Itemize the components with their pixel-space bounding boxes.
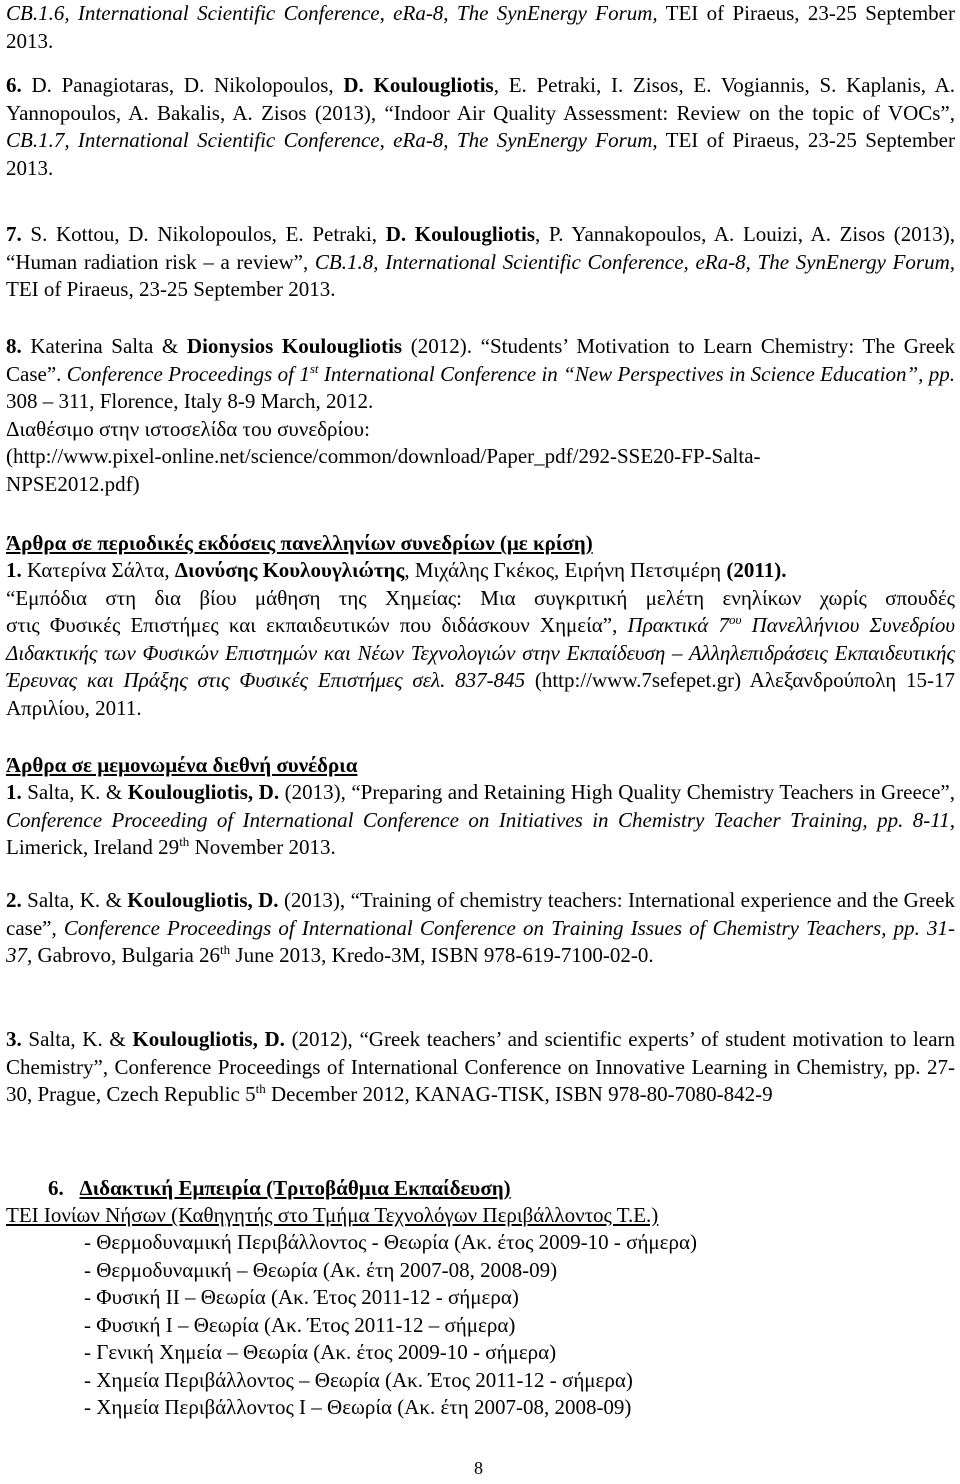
intl-reference-1-place-b: November 2013. (194, 835, 336, 860)
reference-8-proc-a: Conference Proceedings of 1 (66, 361, 310, 386)
intl-reference-2-place-a: Gabrovo, Bulgaria 26 (37, 943, 221, 968)
reference-6-bold-author: D. Koulougliotis (343, 73, 494, 97)
intl-reference-2-title: “Training of chemistry teachers: International experience and the Greek case”, (6, 888, 955, 940)
list-item: - Φυσική ΙΙ – Θεωρία (Ακ. Έτος 2011-12 - σήμερα) (84, 1285, 519, 1309)
reference-6-conference: , International Scientific Conference, eRa-8, The SynEnergy Forum, (64, 128, 658, 153)
intl-reference-1-place-a: Limerick, Ireland 29 (6, 835, 180, 860)
intl-reference-2-author-a: Salta, K. & (27, 888, 122, 912)
list-item: - Φυσική Ι – Θεωρία (Ακ. Έτος 2011-12 – σήμερα) (84, 1312, 516, 1337)
intl-reference-2 (6, 887, 955, 970)
reference-6-title: “Indoor Air Quality Assessment: Review on the topic of VOCs”, (384, 100, 956, 125)
reference-5-continuation (6, 0, 955, 55)
intl-reference-3-text-b: December 2012, KANAG-TISK, ISBN 978-80-7080-842-9 (270, 1082, 773, 1107)
reference-5-venue: TEI of Piraeus, 23-25 September 2013. (6, 1, 955, 53)
intl-reference-3-number: 3. (6, 1027, 22, 1051)
reference-6-ref: CB.1.7 (6, 128, 65, 153)
reference-7-ref: CB.1.8 (314, 249, 374, 274)
reference-8-bold-author: Dionysios Koulougliotis (186, 334, 403, 358)
greek-reference-1-author-a: Κατερίνα Σάλτα, (27, 558, 170, 582)
reference-8-available: Διαθέσιμο στην ιστοσελίδα του συνεδρίου: (6, 416, 370, 441)
intl-reference-1-year: (2013), (284, 780, 346, 804)
intl-reference-2-place-b: June 2013, Kredo-3M, ISBN 978-619-7100-02-0. (235, 943, 654, 968)
intl-reference-1-author-a: Salta, K. & (27, 780, 123, 804)
intl-reference-3-author-a: Salta, K. & (28, 1027, 126, 1051)
greek-reference-1-number: 1. (6, 558, 22, 582)
intl-reference-1-title: “Preparing and Retaining High Quality Chemistry Teachers in Greece”, (351, 780, 956, 804)
intl-reference-3 (6, 1026, 955, 1109)
intl-reference-1-place-sup: th (179, 834, 190, 850)
intl-reference-2-proc: Conference Proceedings of International Conference on Training Issues of Chemistry Teachers, pp. 31-37, (6, 915, 955, 968)
reference-8-url-b[interactable]: NPSE2012.pdf) (6, 471, 140, 496)
reference-6-number: 6. (6, 73, 22, 97)
intl-reference-2-place-sup: th (220, 942, 231, 958)
intl-reference-2-number: 2. (6, 888, 22, 912)
page-number: 8 (474, 1458, 483, 1478)
reference-7-title: “Human radiation risk – a review”, (6, 249, 309, 274)
reference-8-title: “Students’ Motivation to Learn Chemistry: The Greek Case”. (6, 334, 956, 386)
greek-reference-1-tail: (http://www.7sefepet.gr) Αλεξανδρούπολη 15-17 Απριλίου, 2011. (6, 668, 955, 720)
greek-conferences-heading: Άρθρα σε περιοδικές εκδόσεις πανελληνίων συνεδρίων (με κρίση) (6, 531, 593, 555)
reference-8-proc-sup: st (309, 360, 319, 376)
greek-reference-1-proc-a: Πρακτικά 7 (627, 613, 729, 638)
reference-8-number: 8. (6, 334, 22, 358)
reference-8-url-a[interactable]: (http://www.pixel-online.net/science/common/download/Paper_pdf/292-SSE20-FP-Salta- (6, 444, 761, 469)
greek-reference-1-title-a: “Εμπόδια στη δια βίου μάθηση της Χημείας: Μια συγκριτική μελέτη ενηλίκων χωρίς σπουδές (6, 585, 955, 610)
intl-reference-3-sup: th (255, 1081, 266, 1097)
reference-6-venue: TEI of Piraeus, 23-25 September 2013. (6, 128, 955, 180)
reference-7-venue: TEI of Piraeus, 23-25 September 2013. (6, 277, 336, 302)
reference-7-authors-a: S. Kottou, D. Nikolopoulos, E. Petraki, (30, 222, 378, 246)
reference-8-proc-b: International Conference in “New Perspectives in Science Education”, pp. (323, 361, 955, 386)
intl-reference-1 (6, 779, 955, 862)
intl-reference-3-text-a: “Greek teachers’ and scientific experts’ of student motivation to learn Chemistry”, Conference Proceedings of International Conference on Innovative Learning in Chemistry, pp. 27-30, Prague, Czech Republic 5 (6, 1027, 956, 1107)
teaching-section-heading (48, 1175, 511, 1202)
list-item: - Θερμοδυναμική – Θεωρία (Ακ. έτη 2007-08, 2008-09) (84, 1257, 558, 1282)
greek-reference-1-bold-author: Διονύσης Κουλουγλιώτης (174, 558, 405, 582)
reference-5-conference: , International Scientific Conference, eRa-8, The SynEnergy Forum, (64, 1, 658, 25)
reference-7-number: 7. (6, 222, 22, 246)
intl-reference-2-bold-author: Koulougliotis, D. (127, 888, 279, 912)
intl-conferences-heading: Άρθρα σε μεμονωμένα διεθνή συνέδρια (6, 753, 358, 777)
reference-8 (6, 333, 955, 499)
teaching-institution: ΤΕΙ Ιονίων Νήσων (Καθηγητής στο Τμήμα Τεχνολόγων Περιβάλλοντος Τ.Ε.) (6, 1203, 659, 1227)
reference-7-bold-author: D. Koulougliotis (385, 222, 536, 246)
reference-8-author-a: Katerina Salta & (30, 334, 179, 358)
list-item: - Γενική Χημεία – Θεωρία (Ακ. έτος 2009-10 - σήμερα) (84, 1340, 557, 1364)
list-item: - Θερμοδυναμική Περιβάλλοντος - Θεωρία (Ακ. έτος 2009-10 - σήμερα) (84, 1230, 697, 1254)
reference-8-pages: 308 – 311, (6, 389, 95, 414)
teaching-section-number: 6. (48, 1176, 64, 1200)
reference-6-authors-b: , E. Petraki, I. Zisos, E. Vogiannis, S. Kaplanis, A. Yannopoulos, A. Bakalis, A. Zisos (2013), (6, 73, 955, 125)
intl-reference-3-year: (2012), (291, 1027, 353, 1051)
greek-reference-1-proc-b: Πανελλήνιου Συνεδρίου Διδακτικής των Φυσικών Επιστημών και Νέων Τεχνολογιών στην Εκπαίδευση – Αλληλεπιδράσεις Εκπαιδευτικής Έρευνας και Πράξης στις Φυσικές Επιστήμες σελ. 837-845 (6, 613, 956, 693)
intl-reference-2-year: (2013), (283, 888, 346, 912)
intl-reference-3-bold-author: Koulougliotis, D. (132, 1027, 285, 1051)
reference-6-authors-a: D. Panagiotaras, D. Nikolopoulos, (31, 73, 334, 97)
intl-reference-1-number: 1. (6, 780, 22, 804)
greek-reference-1-title-b: στις Φυσικές Επιστήμες και εκπαιδευτικών που διδάσκουν Χημεία”, (6, 613, 618, 638)
intl-reference-1-bold-author: Koulougliotis, D. (127, 780, 280, 804)
intl-reference-1-proc: Conference Proceeding of International Conference on Initiatives in Chemistry Teacher Training, pp. 8-11, (6, 807, 955, 832)
list-item: - Χημεία Περιβάλλοντος Ι – Θεωρία (Ακ. έτη 2007-08, 2008-09) (84, 1395, 632, 1419)
reference-5-ref: CB.1.6 (6, 1, 65, 25)
reference-8-place: Florence, Italy 8-9 March, 2012. (99, 389, 374, 414)
reference-7-authors-b: , P. Yannakopoulos, A. Louizi, A. Zisos (2013), (535, 222, 956, 246)
reference-8-year: (2012). (410, 334, 472, 358)
reference-7-conference: , International Scientific Conference, eRa-8, The SynEnergy Forum, (373, 249, 956, 274)
greek-reference-1-year: (2011). (726, 558, 787, 582)
list-item: - Χημεία Περιβάλλοντος – Θεωρία (Ακ. Έτος 2011-12 - σήμερα) (84, 1367, 633, 1392)
teaching-section-title: Διδακτική Εμπειρία (Τριτοβάθμια Εκπαίδευση) (79, 1176, 511, 1200)
greek-reference-1 (6, 557, 955, 723)
greek-reference-1-authors-b: , Μιχάλης Γκέκος, Ειρήνη Πετσιμέρη (404, 558, 722, 582)
course-list (84, 1229, 697, 1422)
greek-reference-1-proc-sup: ου (729, 612, 742, 628)
reference-7 (6, 221, 955, 304)
reference-6 (6, 72, 955, 182)
